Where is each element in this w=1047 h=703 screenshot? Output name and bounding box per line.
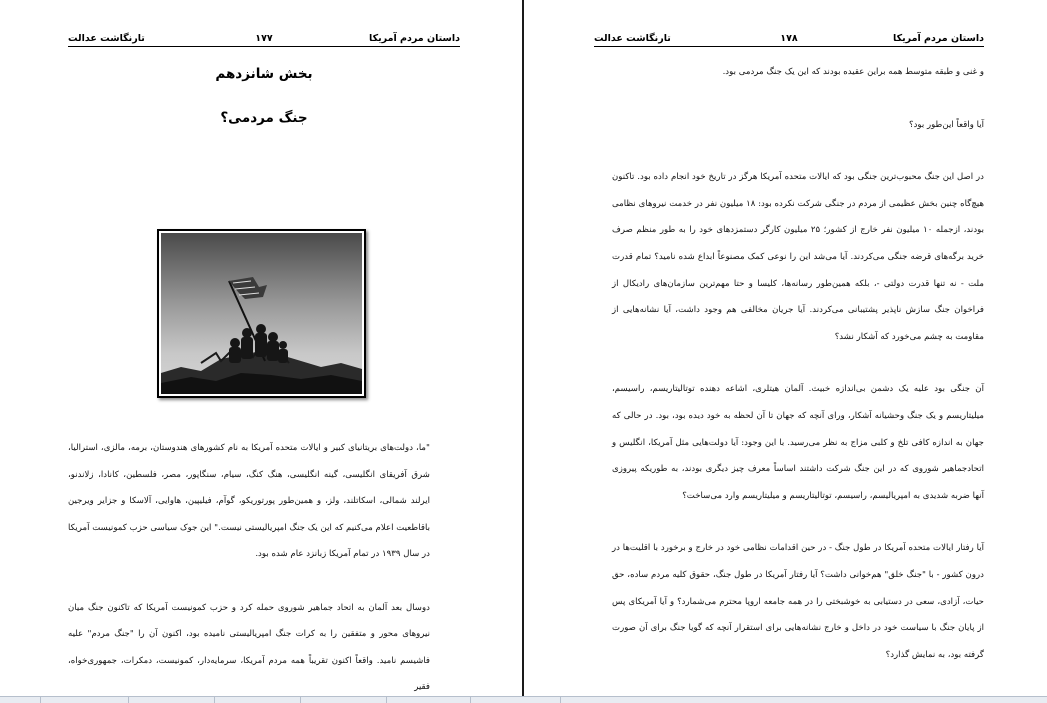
chapter-subtitle: جنگ مردمی؟	[220, 110, 308, 126]
left-page-header	[68, 32, 460, 47]
header-page-number: ۱۷۸	[780, 33, 798, 44]
header-series-title: تارنگاشت عدالت	[594, 33, 671, 44]
header-book-title: داستان مردم آمریکا	[369, 33, 460, 44]
right-page-body	[612, 59, 984, 668]
paragraph: آن جنگی بود علیه یک دشمن بی‌اندازه خبیث. آلمان هیتلری، اشاعه دهنده توتالیتاریسم، راسیسم، میلیتاریسم و یک جنگ وحشیانه آشکار، ورای آنچه که جهان تا آن لحظه به خود دیده بود، بود. در حالی که جهان به اندازه کافی تلخ و کلبی مزاج به نظر می‌رسید. با این وجود: آیا دولت‌هایی مثل آمریکا، انگلیس و اتحادجماهیر شوروی که در این جنگ شرکت داشتند اساساً معرف چیز دیگری بودند، به طوریکه پیروزی آنها ضربه شدیدی به امپریالیسم، راسیسم، توتالیتاریسم و میلیتاریسم وارد می‌ساخت؟	[612, 384, 984, 501]
paragraph: در اصل این جنگ محبوب‌ترین جنگی بود که ایالات متحده آمریکا هرگز در تاریخ خود انجام داده بود. تاکنون هیچ‌گاه چنین بخش عظیمی از مردم در جنگی شرکت نکرده بود: ۱۸ میلیون نفر در خدمت نیروهای نظامی بودند، ازجمله ۱۰ میلیون نفر خارج از کشور؛ ۲۵ میلیون کارگر دستمزدهای خود را به طور منظم صرف خرید برگه‌های قرضه جنگی می‌کردند. آیا می‌شد این را نوعی کمک مصنوعاً ابداع شده نامید؟ تمام قدرت ملت - نه تنها قدرت دولتی -، بلکه همین‌طور رسانه‌ها، کلیسا و حتا مهم‌ترین سازمان‌های رادیکال از فراخوان جنگ سازش ناپذیر پشتیبانی می‌کردند. آیا جریان مخالفی هم وجود داشت، آیا نشانه‌هایی از مقاومت به چشم می‌خورد که آشکار نشد؟	[612, 172, 984, 342]
header-book-title: داستان مردم آمریکا	[893, 33, 984, 44]
paragraph: آیا رفتار ایالات متحده آمریکا در طول جنگ - در حین اقدامات نظامی خود در خارج و برخورد با اقلیت‌ها در درون کشور - با "جنگ خلق" هم‌خوانی داشت؟ آیا رفتار آمریکا در طول جنگ، حقوق کلیه مردم ساده، حق حیات، آزادی، سعی در دستیابی به خوشبختی را در همه جامعه اروپا محترم می‌شمارد؟ و آیا آمریکای پس از پایان جنگ با سیاست خود در داخل و خارج نشانه‌هایی برای استقرار آنچه که گویا جنگ برای آن صورت گرفته بود، به نمایش گذارد؟	[612, 543, 984, 660]
paragraph: "ما، دولت‌های بریتانیای کبیر و ایالات متحده آمریکا به نام کشورهای هندوستان، برمه، مالزی، استرالیا، شرق آفریقای انگلیسی، گینه انگلیسی، هنگ کنگ، سیام، سنگاپور، مصر، فلسطین، کانادا، زلاندنو، ایرلند شمالی، اسکاتلند، ولز، و همین‌طور پورتوریکو، گوآم، فیلیپین، هاوایی، آلاسکا و جزایر ویرجین باقاطعیت اعلام می‌کنیم که این یک جنگ امپریالیستی نیست." این جوک سیاسی حزب کمونیست آمریکا در سال ۱۹۳۹ در تمام آمریکا زبانزد عام شده بود.	[68, 443, 430, 560]
flag-raising-photo-icon	[161, 233, 362, 394]
paragraph: دوسال بعد آلمان به اتحاد جماهیر شوروی حمله کرد و حزب کمونیست آمریکا که تاکنون جنگ میان نیروهای محور و متفقین را به کرات جنگ امپریالیستی نامیده بود، اکنون آن را "جنگ مردم" علیه فاشیسم نامید. واقعاً اکنون تقریباً همه مردم آمریکا، سرمایه‌دار، کمونیست، دمکرات، جمهوری‌خواه، فقیر	[68, 602, 430, 693]
right-page-header	[594, 32, 984, 47]
left-page	[0, 0, 522, 696]
chapter-photo	[157, 229, 366, 398]
right-page	[524, 0, 1047, 696]
header-series-title: تارنگاشت عدالت	[68, 33, 145, 44]
paragraph: آیا واقعاً این‌طور بود؟	[909, 119, 984, 130]
left-page-body	[68, 435, 430, 696]
chapter-title: بخش شانزدهم	[215, 66, 313, 82]
paragraph: و غنی و طبقه متوسط همه براین عقیده بودند که این یک جنگ مردمی بود.	[722, 67, 984, 77]
header-page-number: ۱۷۷	[255, 33, 273, 44]
